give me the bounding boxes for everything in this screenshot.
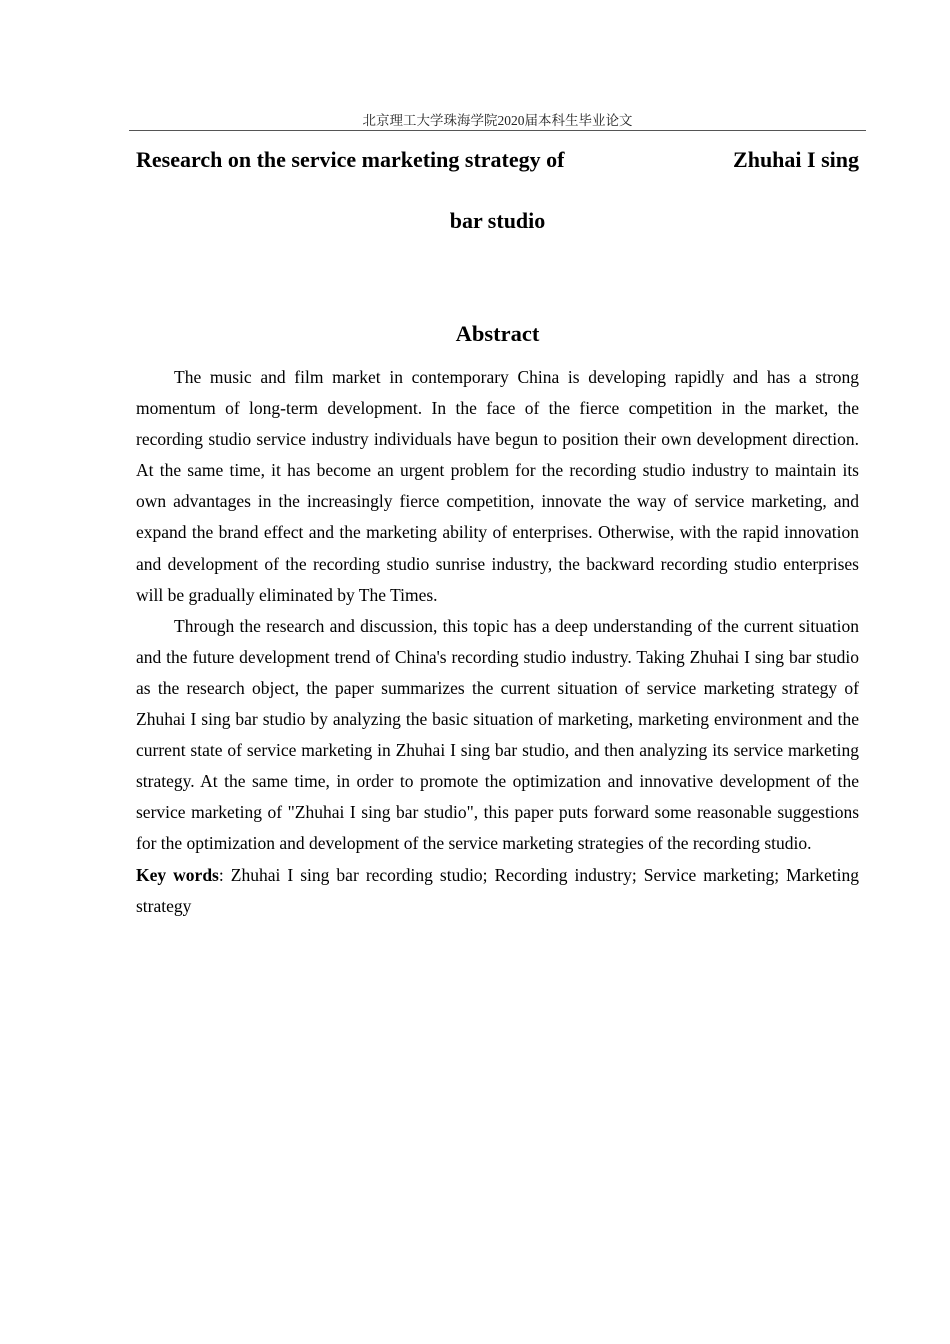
paper-title-right: Zhuhai I sing (733, 147, 859, 172)
abstract-paragraph-2: Through the research and discussion, this topic has a deep understanding of the current situation and the future development trend of China's recording studio industry. Taking Zhuhai I sing bar studio as the research object, the paper summarizes the current situation of service marketing strategy of Zhuhai I sing bar studio by analyzing the basic situation of marketing, marketing environment and the current state of service marketing in Zhuhai I sing bar studio, and then analyzing its service marketing strategy. At the same time, in order to promote the optimization and innovative development of the service marketing of "Zhuhai I sing bar studio", this paper puts forward some reasonable suggestions for the optimization and development of the service marketing strategies of the recording studio. (136, 615, 859, 854)
keywords-text: : Zhuhai I sing bar recording studio; Recording industry; Service marketing; Marketing strategy (136, 864, 860, 916)
running-header: 北京理工大学珠海学院2020届本科生毕业论文 (362, 113, 633, 128)
abstract-heading: Abstract (455, 321, 540, 346)
header-rule (129, 130, 866, 131)
paper-title-left: Research on the service marketing strategy of (136, 147, 565, 172)
abstract-body (136, 362, 859, 922)
paper-title (136, 146, 859, 174)
keywords-label: Key words (136, 864, 219, 885)
abstract-paragraph-1: The music and film market in contemporary China is developing rapidly and has a strong momentum of long-term development. In the face of the fierce competition in the market, the recording studio service industry individuals have begun to position their own development direction. At the same time, it has become an urgent problem for the recording studio industry to maintain its own advantages in the increasingly fierce competition, innovate the way of service marketing, and expand the brand effect and the marketing ability of enterprises. Otherwise, with the rapid innovation and development of the recording studio sunrise industry, the backward recording studio enterprises will be gradually eliminated by The Times. (136, 367, 859, 605)
keywords (136, 860, 859, 922)
paper-title-continued: bar studio (449, 208, 546, 233)
